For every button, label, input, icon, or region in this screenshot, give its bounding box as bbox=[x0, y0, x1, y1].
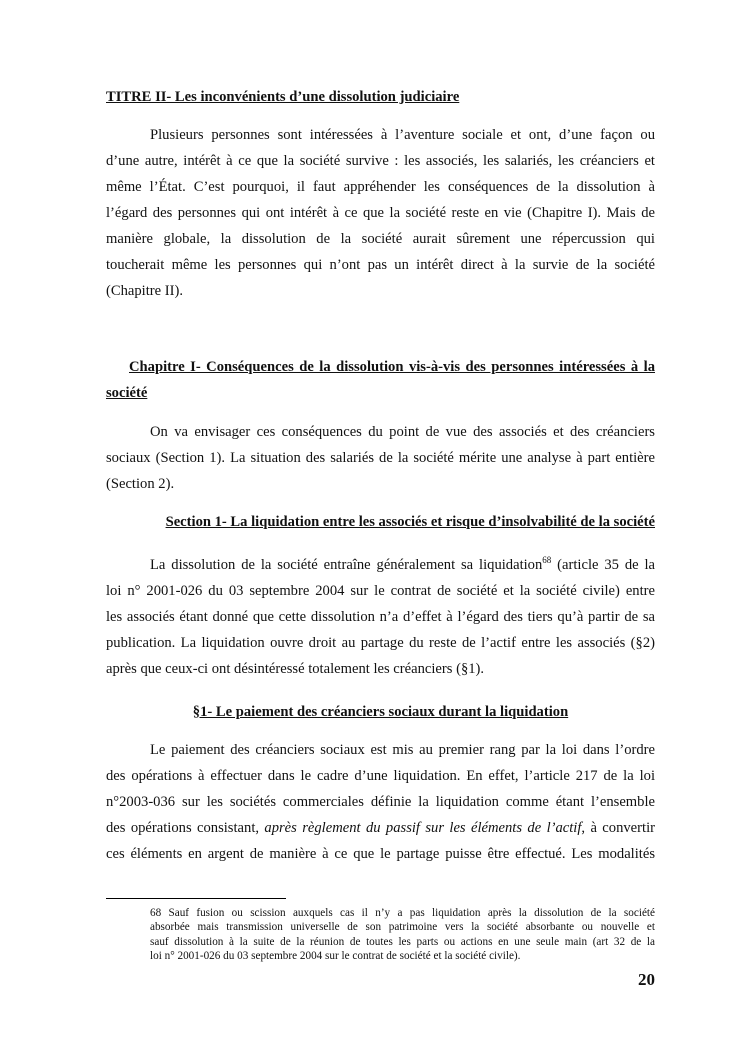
chapitre-heading-line: société bbox=[106, 385, 148, 401]
text-line: Plusieurs personnes sont intéressées à l’aventure sociale et ont, d’une façon ou bbox=[150, 127, 655, 143]
text-line: manière globale, la dissolution de la société aurait sûrement une répercussion qui bbox=[106, 231, 655, 247]
footnote-line: 68 Sauf fusion ou scission auxquels cas il n’y a pas liquidation après la dissolution de la société bbox=[150, 907, 655, 919]
footnote-separator bbox=[106, 898, 286, 899]
text-line: (Chapitre II). bbox=[106, 283, 183, 299]
text-line: On va envisager ces conséquences du point de vue des associés et des créanciers bbox=[150, 424, 655, 440]
chapitre-heading-line: Chapitre I- Conséquences de la dissolution vis-à-vis des personnes intéressées à la bbox=[129, 359, 655, 375]
text-segment: (article 35 de la bbox=[551, 557, 656, 573]
text-line bbox=[106, 552, 655, 578]
text-line: loi n° 2001-026 du 03 septembre 2004 sur le contrat de société et la société civile) entre bbox=[106, 583, 655, 599]
paragraph-intro bbox=[106, 122, 655, 304]
text-line: publication. La liquidation ouvre droit au partage du reste de l’actif entre les associés (§2) bbox=[106, 635, 655, 651]
text-line: d’une autre, intérêt à ce que la société survive : les associés, les salariés, les créanciers et bbox=[106, 153, 655, 169]
text-line: toucherait même les personnes qui n’ont pas un intérêt direct à la survie de la société bbox=[106, 257, 655, 273]
text-line: (Section 2). bbox=[106, 476, 175, 492]
text-line: même l’État. C’est pourquoi, il faut appréhender les conséquences de la dissolution à bbox=[106, 179, 655, 195]
footnote-line: loi n° 2001-026 du 03 septembre 2004 sur le contrat de société et la société civile). bbox=[150, 950, 521, 963]
text-line: ces éléments en argent de manière à ce que le partage puisse être effectué. Les modalités bbox=[106, 846, 655, 862]
chapitre-heading bbox=[106, 354, 655, 406]
titre-heading: TITRE II- Les inconvénients d’une dissolution judiciaire bbox=[106, 89, 460, 105]
text-line bbox=[106, 815, 655, 841]
text-line: des opérations à effectuer dans le cadre d’une liquidation. En effet, l’article 217 de la loi bbox=[106, 768, 655, 784]
section-1-heading: Section 1- La liquidation entre les associés et risque d’insolvabilité de la société bbox=[165, 514, 655, 530]
text-segment: des opérations consistant, bbox=[106, 820, 265, 836]
text-line: les associés étant donné que cette dissolution n’a d’effet à l’égard des tiers qu’à partir de sa bbox=[106, 609, 655, 625]
text-segment: La dissolution de la société entraîne généralement sa liquidation bbox=[150, 557, 543, 573]
paragraph-1-heading: §1- Le paiement des créanciers sociaux durant la liquidation bbox=[192, 704, 569, 720]
text-segment: , à convertir bbox=[581, 820, 655, 836]
text-line: l’égard des personnes qui ont intérêt à ce que la société reste en vie (Chapitre I). Mais de bbox=[106, 205, 655, 221]
text-line: sociaux (Section 1). La situation des salariés de la société mérite une analyse à part entière bbox=[106, 450, 655, 466]
text-line: Le paiement des créanciers sociaux est mis au premier rang par la loi dans l’ordre bbox=[150, 742, 655, 758]
paragraph-paiement bbox=[106, 737, 655, 867]
footnote-line: absorbée mais transmission universelle de son patrimoine vers la société absorbante ou nouvelle et bbox=[150, 921, 655, 934]
paragraph-chapitre bbox=[106, 419, 655, 497]
text-line: n°2003-036 sur les sociétés commerciales définie la liquidation comme étant l’ensemble bbox=[106, 794, 655, 810]
text-line: après que ceux-ci ont désintéressé totalement les créanciers (§1). bbox=[106, 661, 485, 677]
italic-text: après règlement du passif sur les éléments de l’actif bbox=[264, 820, 582, 836]
paragraph-section-1 bbox=[106, 552, 655, 682]
footnote bbox=[150, 906, 655, 964]
footnote-line: sauf dissolution à la suite de la réunion de toutes les parts ou actions en une seule main (art 32 de la bbox=[150, 935, 655, 948]
footnote-reference: 68 bbox=[542, 555, 552, 565]
page-number: 20 bbox=[638, 970, 655, 989]
